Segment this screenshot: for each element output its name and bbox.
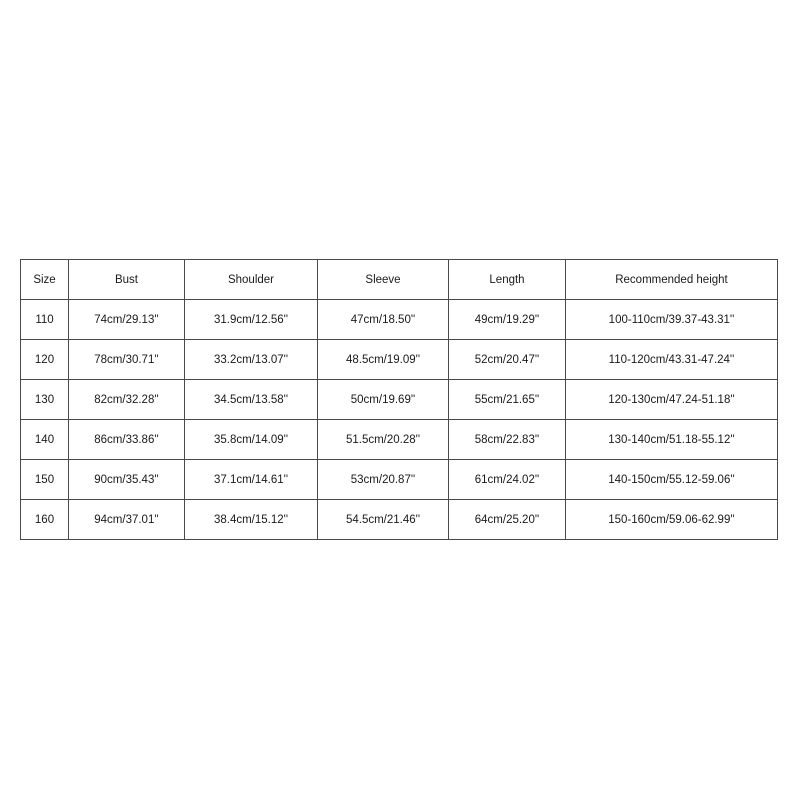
cell-shoulder: 34.5cm/13.58'': [185, 380, 318, 420]
header-length: Length: [449, 260, 566, 300]
cell-recommended-height: 100-110cm/39.37-43.31'': [566, 300, 778, 340]
cell-shoulder: 31.9cm/12.56'': [185, 300, 318, 340]
cell-length: 64cm/25.20'': [449, 500, 566, 540]
cell-sleeve: 51.5cm/20.28'': [318, 420, 449, 460]
header-recommended-height: Recommended height: [566, 260, 778, 300]
cell-shoulder: 37.1cm/14.61'': [185, 460, 318, 500]
header-sleeve: Sleeve: [318, 260, 449, 300]
header-row: [21, 260, 778, 300]
table-row: [21, 420, 778, 460]
cell-bust: 74cm/29.13'': [69, 300, 185, 340]
cell-length: 55cm/21.65'': [449, 380, 566, 420]
cell-sleeve: 48.5cm/19.09'': [318, 340, 449, 380]
header-size: Size: [21, 260, 69, 300]
cell-recommended-height: 130-140cm/51.18-55.12'': [566, 420, 778, 460]
cell-length: 49cm/19.29'': [449, 300, 566, 340]
cell-size: 120: [21, 340, 69, 380]
cell-bust: 90cm/35.43'': [69, 460, 185, 500]
cell-size: 150: [21, 460, 69, 500]
cell-recommended-height: 120-130cm/47.24-51.18'': [566, 380, 778, 420]
cell-shoulder: 33.2cm/13.07'': [185, 340, 318, 380]
cell-size: 140: [21, 420, 69, 460]
cell-sleeve: 53cm/20.87'': [318, 460, 449, 500]
table-row: [21, 300, 778, 340]
cell-recommended-height: 150-160cm/59.06-62.99'': [566, 500, 778, 540]
table-row: [21, 500, 778, 540]
table-row: [21, 340, 778, 380]
cell-bust: 86cm/33.86'': [69, 420, 185, 460]
header-shoulder: Shoulder: [185, 260, 318, 300]
cell-recommended-height: 140-150cm/55.12-59.06'': [566, 460, 778, 500]
cell-bust: 78cm/30.71'': [69, 340, 185, 380]
cell-length: 52cm/20.47'': [449, 340, 566, 380]
cell-bust: 82cm/32.28'': [69, 380, 185, 420]
cell-bust: 94cm/37.01'': [69, 500, 185, 540]
cell-size: 160: [21, 500, 69, 540]
cell-size: 130: [21, 380, 69, 420]
cell-size: 110: [21, 300, 69, 340]
cell-shoulder: 35.8cm/14.09'': [185, 420, 318, 460]
size-chart-table: [20, 259, 778, 540]
table-row: [21, 380, 778, 420]
cell-sleeve: 50cm/19.69'': [318, 380, 449, 420]
cell-length: 58cm/22.83'': [449, 420, 566, 460]
cell-recommended-height: 110-120cm/43.31-47.24'': [566, 340, 778, 380]
cell-shoulder: 38.4cm/15.12'': [185, 500, 318, 540]
header-bust: Bust: [69, 260, 185, 300]
cell-sleeve: 47cm/18.50'': [318, 300, 449, 340]
table-row: [21, 460, 778, 500]
cell-sleeve: 54.5cm/21.46'': [318, 500, 449, 540]
cell-length: 61cm/24.02'': [449, 460, 566, 500]
